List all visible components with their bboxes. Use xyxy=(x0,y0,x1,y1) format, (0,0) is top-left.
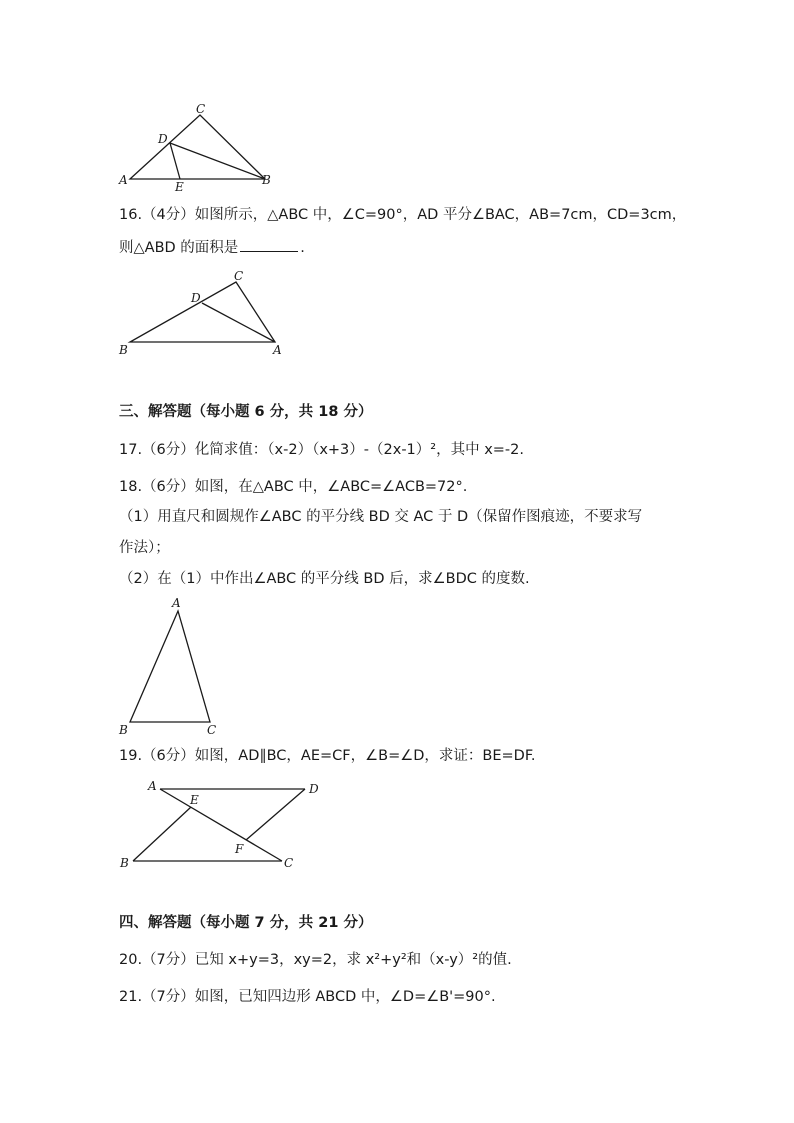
q18-line2: （1）用直尺和圆规作∠ABC 的平分线 BD 交 AC 于 D（保留作图痕迹，不要求写 xyxy=(119,509,643,525)
figure-q16 xyxy=(115,266,290,361)
q19: 19.（6分）如图，AD∥BC，AE=CF，∠B=∠D，求证：BE=DF. xyxy=(119,748,536,764)
figure-q18 xyxy=(115,596,230,741)
label-a: A xyxy=(273,343,282,357)
segment-df xyxy=(246,789,305,840)
figure-q19 xyxy=(115,778,330,873)
q16-line2-text: 则△ABD 的面积是 xyxy=(119,240,239,256)
triangle-abc xyxy=(130,611,210,722)
q21: 21.（7分）如图，已知四边形 ABCD 中，∠D=∠B'=90°. xyxy=(119,989,496,1005)
label-b: B xyxy=(120,856,129,870)
triangle-abc xyxy=(130,282,275,342)
section-3-heading: 三、解答题（每小题 6 分，共 18 分） xyxy=(119,404,373,420)
segment-be xyxy=(133,807,191,861)
label-b: B xyxy=(119,723,128,737)
triangle-abc xyxy=(130,115,265,179)
label-e: E xyxy=(175,180,184,194)
figure-q15 xyxy=(115,100,285,195)
label-d: D xyxy=(158,132,168,146)
label-f: F xyxy=(235,842,244,856)
q16-line2 xyxy=(119,237,305,258)
q18-line3: 作法）； xyxy=(119,540,170,556)
q18-line4: （2）在（1）中作出∠ABC 的平分线 BD 后，求∠BDC 的度数. xyxy=(119,571,530,587)
segment-ad xyxy=(202,303,275,342)
label-a: A xyxy=(148,779,157,793)
answer-blank[interactable] xyxy=(240,237,298,252)
label-b: B xyxy=(119,343,128,357)
label-e: E xyxy=(190,793,199,807)
q17: 17.（6分）化简求值：（x-2）（x+3）-（2x-1）²，其中 x=-2. xyxy=(119,442,524,458)
q20: 20.（7分）已知 x+y=3，xy=2，求 x²+y²和（x-y）²的值. xyxy=(119,952,512,968)
label-d: D xyxy=(309,782,319,796)
segment-db xyxy=(170,143,265,179)
label-b: B xyxy=(262,173,271,187)
q18-line1: 18.（6分）如图，在△ABC 中，∠ABC=∠ACB=72°. xyxy=(119,479,468,495)
label-a: A xyxy=(172,596,181,610)
label-c: C xyxy=(207,723,217,737)
label-c: C xyxy=(284,856,294,870)
q16-line1: 16.（4分）如图所示，△ABC 中，∠C=90°，AD 平分∠BAC，AB=7cm，CD=3cm， xyxy=(119,207,687,223)
label-c: C xyxy=(196,102,206,116)
section-4-heading: 四、解答题（每小题 7 分，共 21 分） xyxy=(119,915,373,931)
segment-de xyxy=(170,143,180,179)
label-c: C xyxy=(234,269,244,283)
label-a: A xyxy=(119,173,128,187)
q16-line2-end: . xyxy=(300,240,305,256)
label-d: D xyxy=(191,291,201,305)
